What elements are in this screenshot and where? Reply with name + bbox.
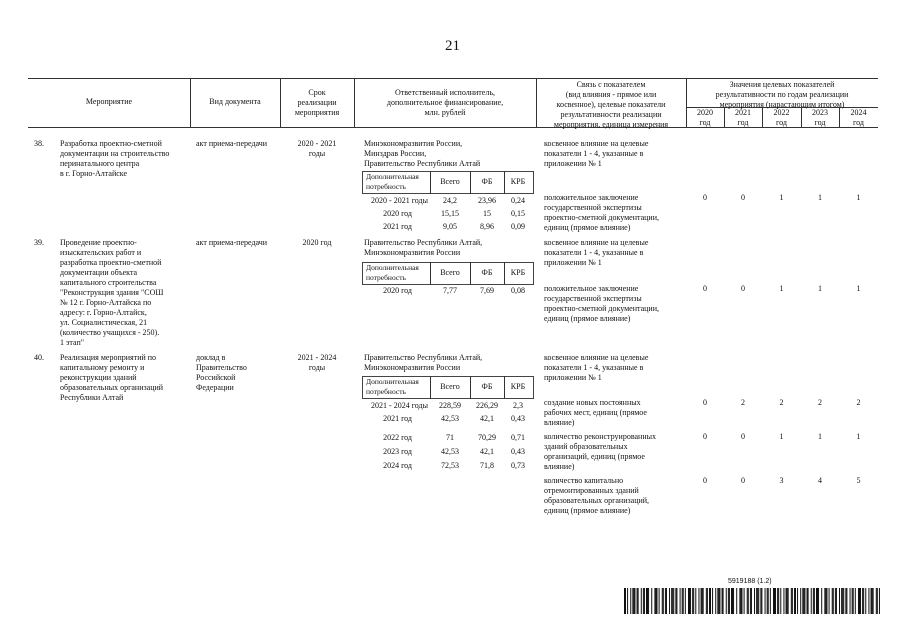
fin-total: 72,53 — [441, 461, 459, 470]
barcode-bar — [780, 588, 781, 614]
barcode-bar — [624, 588, 625, 614]
header-year-2022: 2022 год — [773, 108, 790, 127]
fin-total: 71 — [446, 433, 454, 442]
barcode-bar — [751, 588, 752, 614]
fin-need-label: Дополнительная потребность — [366, 263, 419, 282]
fin-krb: 2,3 — [513, 401, 523, 410]
barcode-bar — [710, 588, 711, 614]
barcode-bar — [816, 588, 817, 614]
fin-total: 24,2 — [443, 196, 457, 205]
barcode-bar — [795, 588, 796, 614]
barcode-bar — [651, 588, 652, 614]
fin-total: 9,05 — [443, 222, 457, 231]
barcode-bar — [817, 588, 818, 614]
fin-fb: 23,96 — [478, 196, 496, 205]
fin-fb: 42,1 — [480, 414, 494, 423]
page-number: 21 — [445, 38, 460, 54]
term: 2021 - 2024 годы — [297, 353, 337, 372]
barcode-bar — [758, 588, 759, 614]
barcode-bar — [792, 588, 793, 614]
barcode-bar — [657, 588, 658, 614]
indicator-value-2024: 1 — [856, 284, 861, 293]
measure-text: Разработка проектно-сметной документации на строительство перинатального центра в г. Горно-Алтайске — [60, 139, 170, 178]
indicator-value-2022: 1 — [779, 432, 784, 441]
barcode-bar — [774, 588, 775, 614]
fin-fb: 15 — [483, 209, 491, 218]
indicator-text: создание новых постоянных рабочих мест, единиц (прямое влияние) — [544, 398, 647, 427]
barcode-bar — [707, 588, 708, 614]
indicator-value-2023: 2 — [818, 398, 822, 407]
fin-krb: 0,08 — [511, 286, 525, 295]
indicator-text: положительное заключение государственной экспертизы проектно-сметной документации, единиц (прямое влияние) — [544, 284, 659, 323]
indicator-value-2024: 2 — [856, 398, 861, 407]
barcode-bar — [625, 588, 626, 614]
fin-krb-label: КРБ — [510, 177, 526, 186]
barcode-bar — [663, 588, 664, 614]
barcode-bar — [680, 588, 681, 614]
barcode-bar — [673, 588, 674, 614]
fin-total-label: Всего — [440, 177, 460, 186]
indicator-value-2020: 0 — [703, 432, 707, 441]
barcode-bar — [715, 588, 716, 614]
barcode-bar — [748, 588, 749, 614]
doc-type: доклад в Правительство Российской Федерации — [196, 353, 247, 392]
header-year-2021: 2021 год — [735, 108, 751, 127]
barcode-bar — [821, 588, 822, 614]
fin-total: 42,53 — [441, 447, 459, 456]
barcode-label: 5919188 (1.2) — [728, 578, 772, 585]
barcode-bar — [655, 588, 656, 614]
barcode-bar — [676, 588, 677, 614]
barcode-bar — [833, 588, 834, 614]
barcode-bar — [742, 588, 743, 614]
barcode-bar — [659, 588, 660, 614]
barcode-bar — [787, 588, 788, 614]
barcode-bar — [732, 588, 733, 614]
barcode-bar — [800, 588, 801, 614]
barcode-bar — [719, 588, 720, 614]
indicator-value-2023: 1 — [818, 432, 822, 441]
indicator-value-2024: 5 — [856, 476, 861, 485]
fin-krb-label: КРБ — [510, 382, 526, 391]
barcode-bar — [862, 588, 863, 614]
barcode-bar — [712, 588, 713, 614]
barcode-bar — [723, 588, 724, 614]
barcode-bar — [717, 588, 718, 614]
fin-fb: 70,29 — [478, 433, 496, 442]
barcode-bar — [627, 588, 628, 614]
barcode-bar — [863, 588, 864, 614]
barcode-bar — [877, 588, 878, 614]
barcode-bar — [665, 588, 666, 614]
barcode-bar — [803, 588, 804, 614]
barcode-bar — [818, 588, 819, 614]
fin-total: 228,59 — [439, 401, 461, 410]
barcode-bar — [654, 588, 655, 614]
fin-total-label: Всего — [440, 268, 460, 277]
barcode-bar — [879, 588, 880, 614]
indicator-value-2020: 0 — [703, 476, 707, 485]
barcode-bar — [811, 588, 812, 614]
responsible: Минэкономразвития России, Минздрав России, Правительство Республики Алтай — [364, 139, 481, 168]
indicator-value-2020: 0 — [703, 193, 707, 202]
fin-fb: 71,8 — [480, 461, 494, 470]
fin-krb: 0,15 — [511, 209, 525, 218]
barcode-bar — [726, 588, 727, 614]
indicator-value-2021: 0 — [741, 476, 745, 485]
barcode-bar — [788, 588, 789, 614]
term: 2020 - 2021 годы — [297, 139, 337, 158]
fin-fb-label: ФБ — [481, 177, 493, 186]
barcode-bar — [786, 588, 787, 614]
indirect-influence: косвенное влияние на целевые показатели 1 - 4, указанные в приложении № 1 — [544, 238, 649, 267]
barcode-bar — [643, 588, 644, 614]
barcode-bar — [824, 588, 825, 614]
fin-total: 42,53 — [441, 414, 459, 423]
header-year-2024: 2024 год — [850, 108, 867, 127]
barcode-bar — [783, 588, 784, 614]
indicator-value-2023: 4 — [818, 476, 822, 485]
barcode-bar — [836, 588, 837, 614]
barcode-bar — [850, 588, 851, 614]
fin-krb: 0,09 — [511, 222, 525, 231]
barcode-bar — [843, 588, 844, 614]
barcode-bar — [701, 588, 702, 614]
barcode-bar — [768, 588, 769, 614]
fin-period: 2023 год — [383, 447, 412, 456]
barcode — [624, 588, 880, 614]
barcode-bar — [685, 588, 686, 614]
barcode-bar — [756, 588, 757, 614]
barcode-bar — [855, 588, 856, 614]
barcode-bar — [688, 588, 689, 614]
barcode-bar — [852, 588, 853, 614]
barcode-bar — [646, 588, 647, 614]
term: 2020 год — [302, 238, 332, 247]
barcode-bar — [846, 588, 847, 614]
barcode-bar — [634, 588, 635, 614]
barcode-bar — [873, 588, 874, 614]
indicator-value-2020: 0 — [703, 284, 707, 293]
header-top-rule — [28, 78, 878, 79]
barcode-bar — [826, 588, 827, 614]
barcode-bar — [633, 588, 634, 614]
barcode-bar — [770, 588, 771, 614]
row-number: 39. — [34, 238, 44, 247]
barcode-bar — [775, 588, 776, 614]
fin-fb: 8,96 — [480, 222, 494, 231]
barcode-bar — [839, 588, 840, 614]
header-indicator-link: Связь с показателем (вид влияния - прямое или косвенное), целевые показатели результативности реализации мероприятия, единица измерения — [553, 80, 669, 129]
barcode-bar — [802, 588, 803, 614]
barcode-bar — [637, 588, 638, 614]
indicator-value-2021: 0 — [741, 193, 745, 202]
barcode-bar — [797, 588, 798, 614]
fin-krb: 0,24 — [511, 196, 525, 205]
fin-fb: 42,1 — [480, 447, 494, 456]
header-year-2023: 2023 год — [812, 108, 828, 127]
barcode-bar — [703, 588, 704, 614]
barcode-bar — [736, 588, 737, 614]
barcode-bar — [733, 588, 734, 614]
indirect-influence: косвенное влияние на целевые показатели 1 - 4, указанные в приложении № 1 — [544, 353, 649, 382]
fin-period: 2020 год — [383, 286, 412, 295]
barcode-bar — [669, 588, 670, 614]
barcode-bar — [702, 588, 703, 614]
indicator-value-2024: 1 — [856, 432, 861, 441]
fin-total: 15,15 — [441, 209, 459, 218]
row-number: 38. — [34, 139, 44, 148]
barcode-bar — [845, 588, 846, 614]
barcode-bar — [632, 588, 633, 614]
header-target-values: Значения целевых показателей результативности по годам реализации мероприятия (нарастающим итогом) — [715, 80, 849, 109]
fin-period: 2021 год — [383, 222, 412, 231]
fin-total: 7,77 — [443, 286, 457, 295]
barcode-bar — [829, 588, 830, 614]
header-responsible: Ответственный исполнитель, дополнительное финансирование, млн. рублей — [386, 88, 504, 117]
barcode-bar — [841, 588, 842, 614]
barcode-bar — [760, 588, 761, 614]
barcode-bar — [693, 588, 694, 614]
fin-fb-label: ФБ — [481, 382, 493, 391]
measure-text: Реализация мероприятий по капитальному ремонту и реконструкции зданий образовательных организаций Республики Алтай — [60, 353, 164, 402]
responsible: Правительство Республики Алтай, Минэкономразвития России — [364, 238, 483, 257]
header-year-2020: 2020 год — [697, 108, 713, 127]
barcode-bar — [722, 588, 723, 614]
indicator-value-2021: 2 — [741, 398, 745, 407]
measure-text: Проведение проектно- изыскательских работ и разработка проектно-сметной документации объекта капитального строительства "Реконструкция здания "СОШ № 12 г. Горно-Алтайска по адресу: г. Горно-Алтайск, ул. Социалистическая, 21 (количество учащихся - 250). 1 этап" — [60, 238, 164, 347]
fin-krb: 0,71 — [511, 433, 525, 442]
indirect-influence: косвенное влияние на целевые показатели 1 - 4, указанные в приложении № 1 — [544, 139, 649, 168]
barcode-bar — [731, 588, 732, 614]
barcode-bar — [876, 588, 877, 614]
indicator-value-2022: 1 — [779, 193, 784, 202]
barcode-bar — [761, 588, 762, 614]
barcode-bar — [825, 588, 826, 614]
barcode-bar — [729, 588, 730, 614]
barcode-bar — [690, 588, 691, 614]
indicator-value-2023: 1 — [818, 193, 822, 202]
header-doc-type: Вид документа — [209, 97, 261, 106]
fin-krb: 0,73 — [511, 461, 525, 470]
barcode-bar — [747, 588, 748, 614]
barcode-bar — [750, 588, 751, 614]
barcode-bar — [644, 588, 645, 614]
barcode-bar — [672, 588, 673, 614]
barcode-bar — [692, 588, 693, 614]
barcode-bar — [675, 588, 676, 614]
barcode-bar — [754, 588, 755, 614]
header-measure: Мероприятие — [85, 97, 133, 106]
indicator-text: количество реконструированных зданий образовательных организаций, единиц (прямое влияние) — [544, 432, 656, 471]
barcode-bar — [641, 588, 642, 614]
fin-krb: 0,43 — [511, 447, 525, 456]
fin-fb: 7,69 — [480, 286, 494, 295]
barcode-bar — [648, 588, 649, 614]
indicator-value-2022: 3 — [779, 476, 784, 485]
barcode-bar — [865, 588, 866, 614]
barcode-bar — [813, 588, 814, 614]
barcode-bar — [744, 588, 745, 614]
barcode-bar — [832, 588, 833, 614]
fin-total-label: Всего — [440, 382, 460, 391]
barcode-bar — [807, 588, 808, 614]
barcode-bar — [814, 588, 815, 614]
barcode-bar — [740, 588, 741, 614]
barcode-bar — [767, 588, 768, 614]
fin-period: 2021 - 2024 годы — [371, 401, 428, 410]
barcode-bar — [853, 588, 854, 614]
barcode-bar — [695, 588, 696, 614]
barcode-bar — [842, 588, 843, 614]
fin-krb-label: КРБ — [510, 268, 526, 277]
fin-fb-label: ФБ — [481, 268, 493, 277]
indicator-value-2023: 1 — [818, 284, 822, 293]
barcode-bar — [859, 588, 860, 614]
barcode-bar — [773, 588, 774, 614]
row-number: 40. — [34, 353, 44, 362]
barcode-bar — [709, 588, 710, 614]
barcode-bar — [835, 588, 836, 614]
barcode-bar — [689, 588, 690, 614]
barcode-bar — [765, 588, 766, 614]
indicator-value-2020: 0 — [703, 398, 707, 407]
indicator-value-2022: 1 — [779, 284, 784, 293]
barcode-bar — [860, 588, 861, 614]
barcode-bar — [683, 588, 684, 614]
barcode-bar — [858, 588, 859, 614]
doc-type: акт приема-передачи — [196, 139, 268, 148]
fin-need-label: Дополнительная потребность — [366, 377, 419, 396]
barcode-bar — [671, 588, 672, 614]
doc-type: акт приема-передачи — [196, 238, 268, 247]
barcode-bar — [757, 588, 758, 614]
indicator-value-2021: 0 — [741, 284, 745, 293]
indicator-value-2022: 2 — [779, 398, 784, 407]
fin-period: 2022 год — [383, 433, 412, 442]
fin-fb: 226,29 — [476, 401, 498, 410]
fin-period: 2021 год — [383, 414, 412, 423]
barcode-bar — [791, 588, 792, 614]
barcode-bar — [871, 588, 872, 614]
barcode-bar — [804, 588, 805, 614]
fin-period: 2020 год — [383, 209, 412, 218]
barcode-bar — [808, 588, 809, 614]
barcode-bar — [698, 588, 699, 614]
barcode-bar — [778, 588, 779, 614]
barcode-bar — [706, 588, 707, 614]
barcode-bar — [872, 588, 873, 614]
barcode-bar — [630, 588, 631, 614]
barcode-bar — [638, 588, 639, 614]
indicator-text: количество капитально отремонтированных зданий образовательных организаций, единиц (прямое влияние) — [544, 476, 650, 515]
barcode-bar — [868, 588, 869, 614]
barcode-bar — [662, 588, 663, 614]
fin-period: 2024 год — [383, 461, 412, 470]
barcode-bar — [647, 588, 648, 614]
barcode-bar — [739, 588, 740, 614]
barcode-bar — [682, 588, 683, 614]
barcode-bar — [666, 588, 667, 614]
barcode-bar — [777, 588, 778, 614]
fin-krb: 0,43 — [511, 414, 525, 423]
barcode-bar — [728, 588, 729, 614]
barcode-bar — [718, 588, 719, 614]
barcode-bar — [794, 588, 795, 614]
responsible: Правительство Республики Алтай, Минэкономразвития России — [364, 353, 483, 372]
header-term: Срок реализации мероприятия — [294, 88, 340, 117]
indicator-text: положительное заключение государственной экспертизы проектно-сметной документации, единиц (прямое влияние) — [544, 193, 659, 232]
indicator-value-2021: 0 — [741, 432, 745, 441]
fin-period: 2020 - 2021 годы — [371, 196, 428, 205]
fin-need-label: Дополнительная потребность — [366, 172, 419, 191]
indicator-value-2024: 1 — [856, 193, 861, 202]
